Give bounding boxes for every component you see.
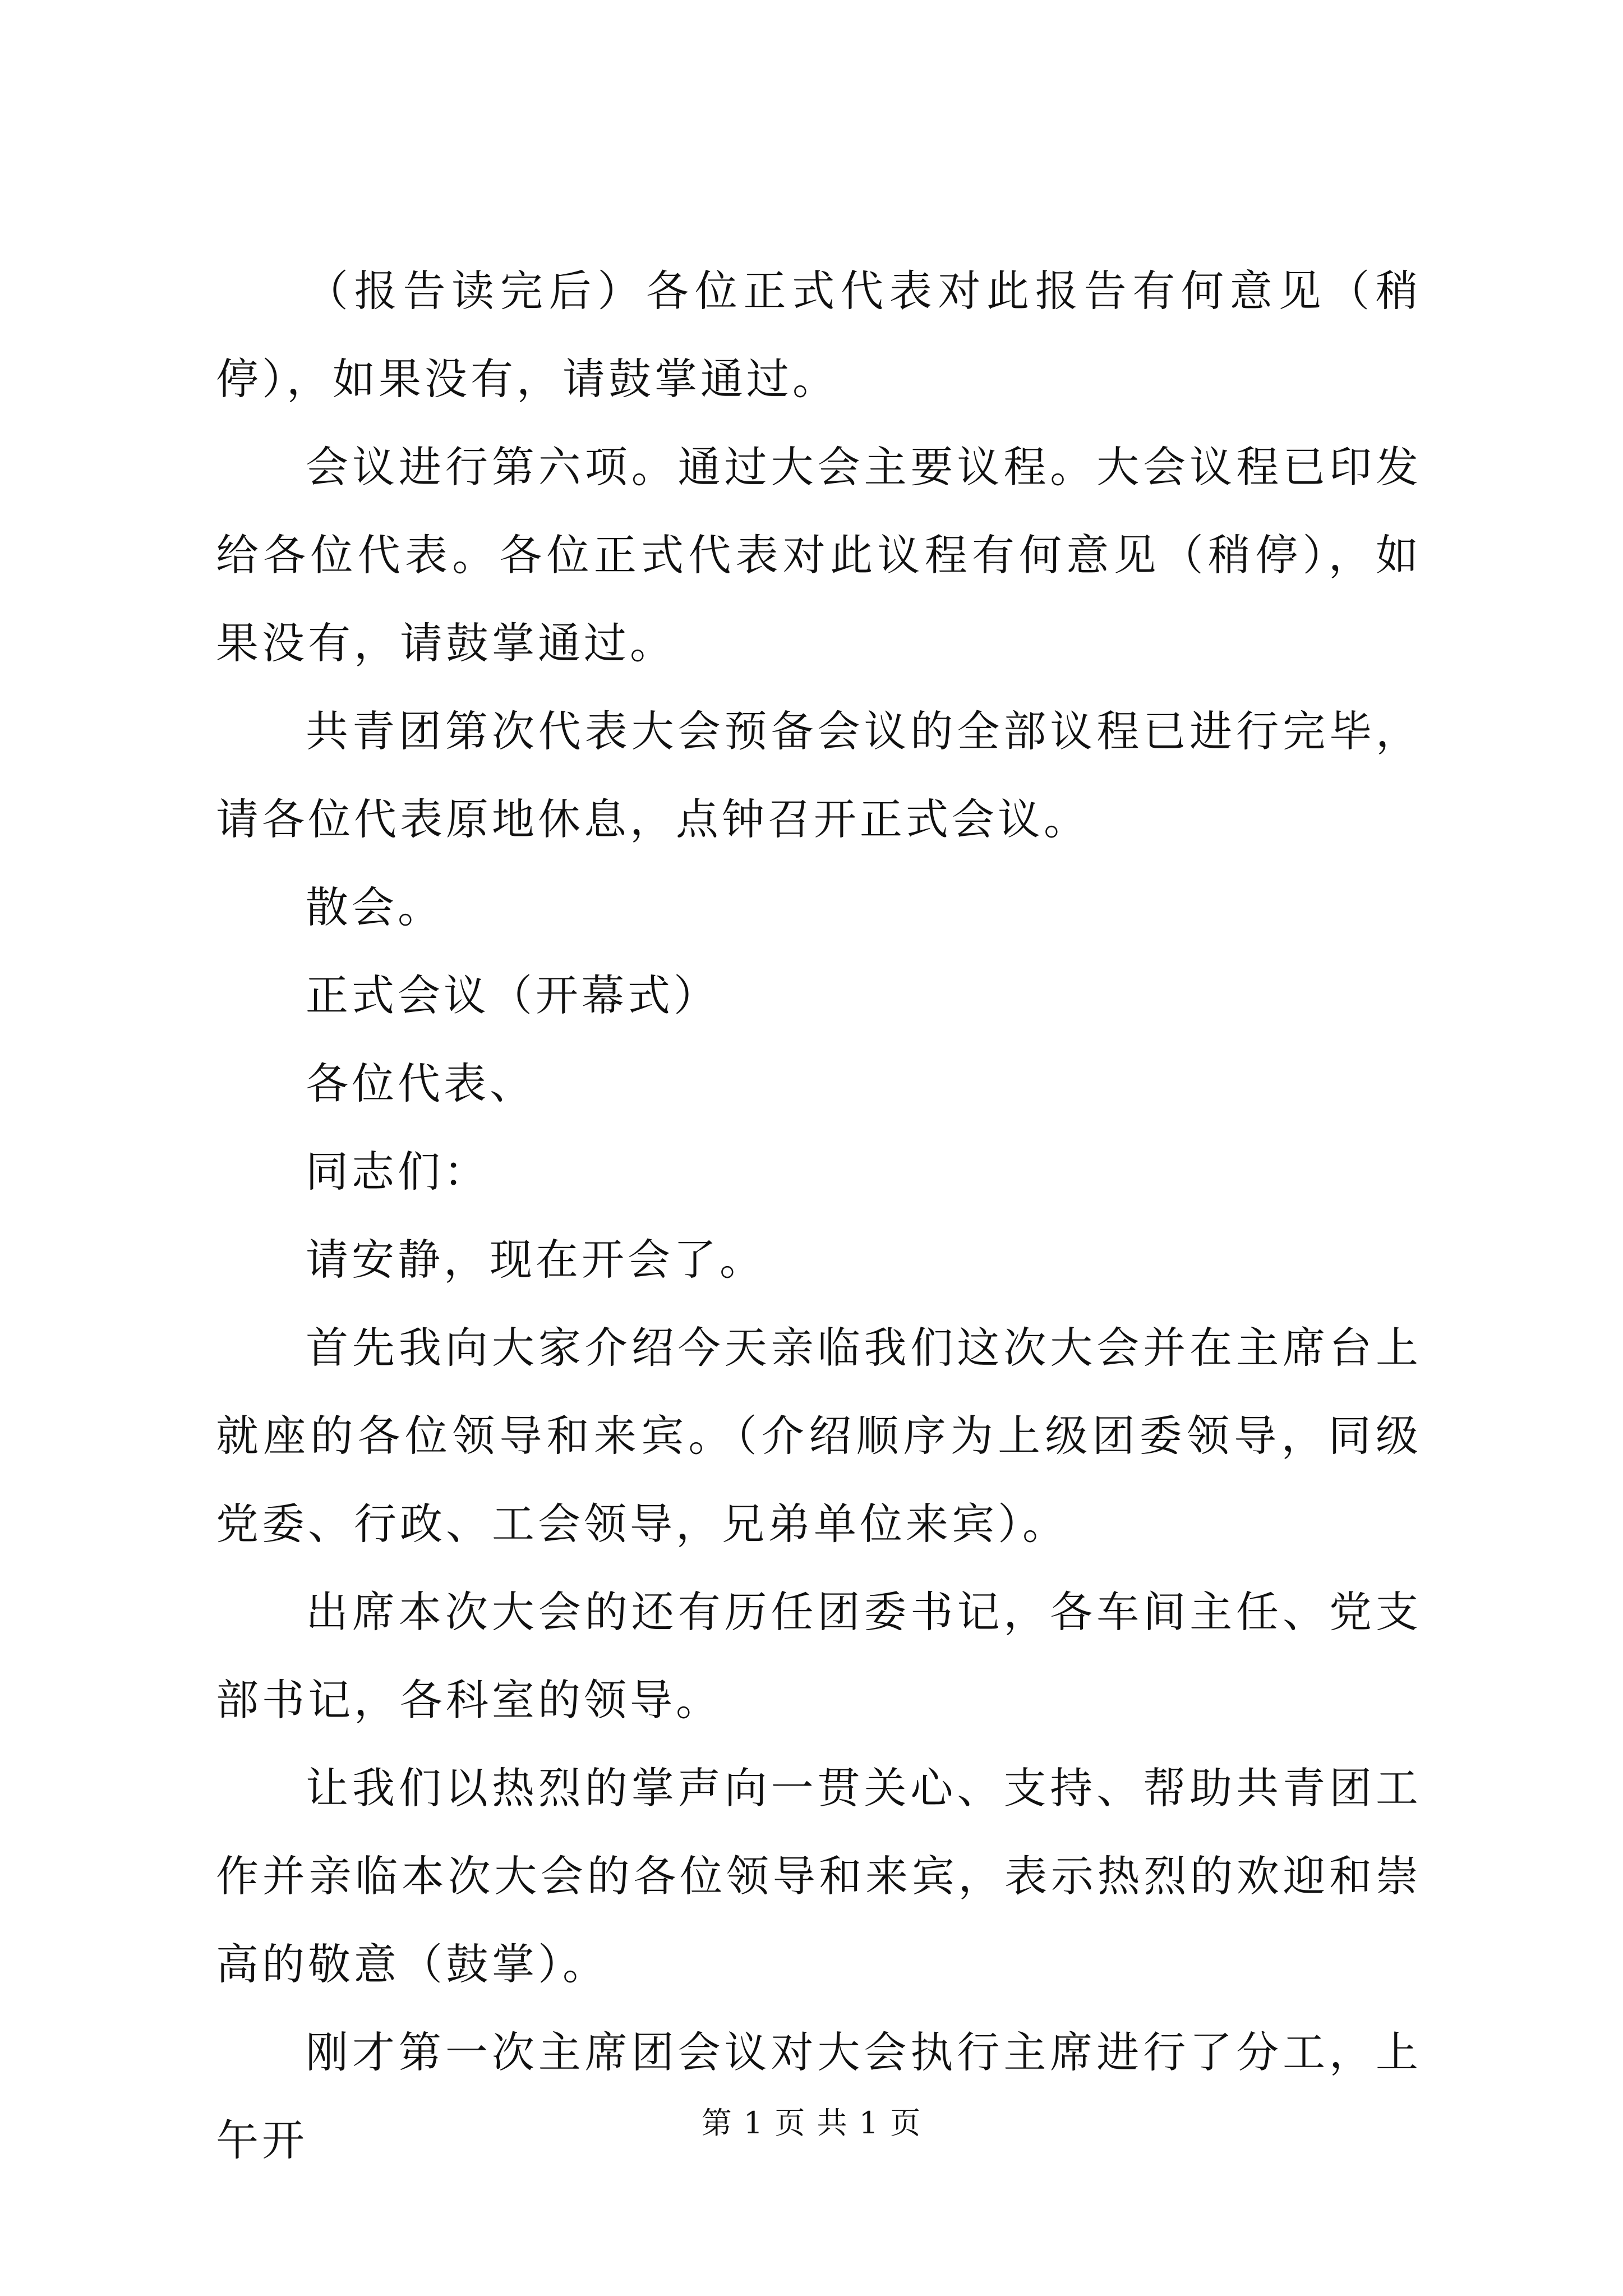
paragraph-preparatory-meeting-end: 共青团第次代表大会预备会议的全部议程已进行完毕，请各位代表原地休息，点钟召开正式会议。 [216, 706, 1422, 844]
paragraph-attendees: 出席本次大会的还有历任团委书记，各车间主任、党支部书记，各科室的领导。 [216, 1587, 1422, 1725]
paragraph-presidium-assignment: 刚才第一次主席团会议对大会执行主席进行了分工，上午开 [216, 2027, 1422, 2165]
paragraph-introduce-guests: 首先我向大家介绍今天亲临我们这次大会并在主席台上就座的各位领导和来宾。（介绍顺序为上级团委领导，同级党委、行政、工会领导，兄弟单位来宾）。 [216, 1323, 1422, 1549]
paragraph-adjourn: 散会。 [306, 882, 444, 932]
page-footer: 第 1 页 共 1 页 [701, 2105, 922, 2141]
paragraph-salutation-delegates: 各位代表、 [306, 1059, 536, 1108]
document-body [216, 247, 1422, 2184]
paragraph-salutation-comrades: 同志们： [306, 1147, 490, 1197]
paragraph-agenda-item-six: 会议进行第六项。通过大会主要议程。大会议程已印发给各位代表。各位正式代表对此议程有何意见（稍停），如果没有，请鼓掌通过。 [216, 442, 1422, 668]
paragraph-opening-ceremony-heading: 正式会议（开幕式） [306, 970, 720, 1020]
paragraph-call-to-order: 请安静，现在开会了。 [306, 1235, 766, 1285]
paragraph-report-approval: （报告读完后）各位正式代表对此报告有何意见（稍停），如果没有，请鼓掌通过。 [216, 266, 1422, 404]
paragraph-welcome-applause: 让我们以热烈的掌声向一贯关心、支持、帮助共青团工作并亲临本次大会的各位领导和来宾，表示热烈的欢迎和崇高的敬意（鼓掌）。 [216, 1763, 1422, 1989]
